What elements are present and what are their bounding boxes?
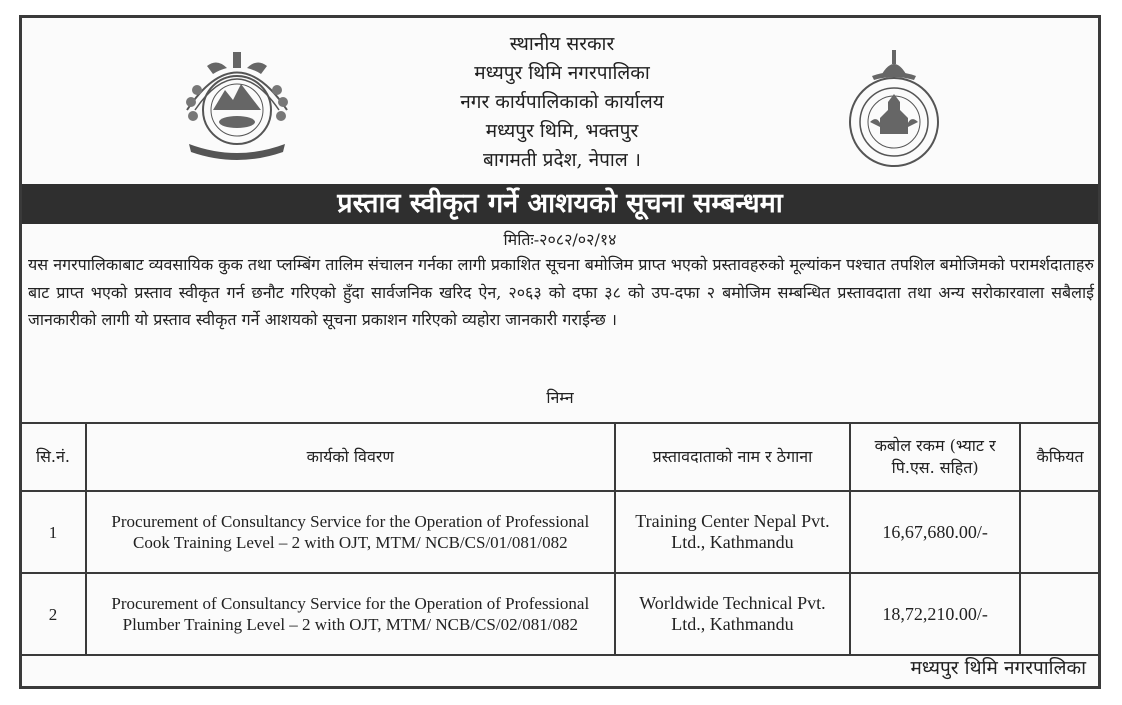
notice-frame xyxy=(19,15,1101,689)
column-header-bidder: प्रस्तावदाताको नाम र ठेगाना xyxy=(615,423,851,491)
office-line-province: बागमती प्रदेश, नेपाल । xyxy=(483,149,641,171)
column-header-description: कार्यको विवरण xyxy=(86,423,615,491)
notice-title: प्रस्ताव स्वीकृत गर्ने आशयको सूचना सम्बन्धमा xyxy=(22,184,1098,224)
row-sn: 1 xyxy=(20,491,86,573)
column-header-sn: सि.नं. xyxy=(20,423,86,491)
office-line-location: मध्यपुर थिमि, भक्तपुर xyxy=(485,120,639,142)
row-amount: 18,72,210.00/- xyxy=(850,573,1020,655)
row-bidder: Training Center Nepal Pvt. Ltd., Kathmandu xyxy=(615,491,851,573)
table-row xyxy=(20,573,1100,655)
notice-body: यस नगरपालिकाबाट व्यवसायिक कुक तथा प्लम्बिंग तालिम संचालन गर्नका लागी प्रकाशित सूचना बमोजिम प्राप्त भएको प्रस्तावहरुको मूल्यांकन पश्चात तपशिल बमोजिमको परामर्शदाताहरु बाट प्राप्त भएको प्रस्ताव स्वीकृत गर्न छनौट गरिएको हुँदा सार्वजनिक खरिद ऐन, २०६३ को दफा ३८ को उप-दफा २ बमोजिम सम्बन्धित प्रस्तावदाता तथा अन्य सरोकारवाला सबैलाई जानकारीको लागी यो प्रस्ताव स्वीकृत गर्ने आशयको सूचना प्रकाशन गरिएको व्यहोरा जानकारी गराईन्छ । xyxy=(28,255,1094,329)
row-amount: 16,67,680.00/- xyxy=(850,491,1020,573)
award-table xyxy=(19,422,1101,656)
table-row xyxy=(20,491,1100,573)
madhyapur-thimi-municipality-seal-icon xyxy=(832,44,957,174)
column-header-remarks: कैफियत xyxy=(1020,423,1100,491)
notice-date: मितिः-२०८२/०२/१४ xyxy=(503,230,617,249)
row-remarks xyxy=(1020,573,1100,655)
office-line-executive-office: नगर कार्यपालिकाको कार्यालय xyxy=(460,91,664,113)
nepal-government-emblem-icon xyxy=(167,40,307,160)
table-header-row xyxy=(20,423,1100,491)
office-line-municipality: मध्यपुर थिमि नगरपालिका xyxy=(474,62,650,84)
below-label: निम्न xyxy=(546,388,574,407)
row-sn: 2 xyxy=(20,573,86,655)
office-line-local-government: स्थानीय सरकार xyxy=(509,33,615,55)
column-header-amount: कबोल रकम (भ्याट र पि.एस. सहित) xyxy=(850,423,1020,491)
office-address-block xyxy=(362,30,762,175)
footer-signature: मध्यपुर थिमि नगरपालिका xyxy=(910,657,1086,679)
row-description: Procurement of Consultancy Service for the Operation of Professional Cook Training Level – 2 with OJT, MTM/ NCB/CS/01/081/082 xyxy=(86,491,615,573)
row-description: Procurement of Consultancy Service for the Operation of Professional Plumber Training Level – 2 with OJT, MTM/ NCB/CS/02/081/082 xyxy=(86,573,615,655)
notice-header xyxy=(22,18,1098,184)
row-bidder: Worldwide Technical Pvt. Ltd., Kathmandu xyxy=(615,573,851,655)
row-remarks xyxy=(1020,491,1100,573)
